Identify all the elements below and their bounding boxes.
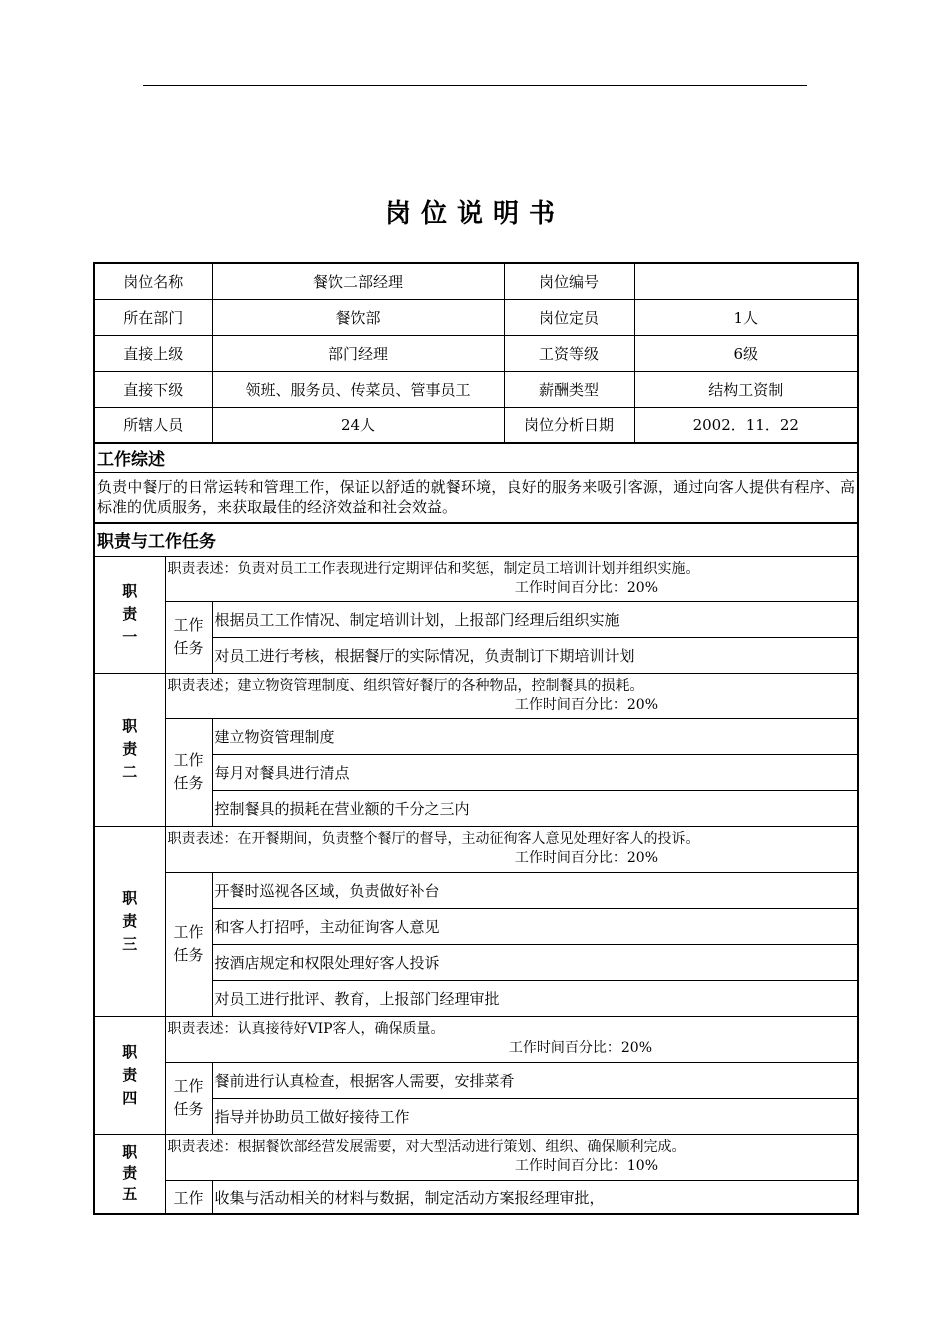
duty-label	[94, 673, 165, 826]
duty-statement	[165, 556, 858, 601]
task-item: 开餐时巡视各区域，负责做好补台	[212, 872, 858, 908]
superior-label: 直接上级	[94, 335, 212, 371]
duty-percent: 工作时间百分比：20%	[514, 579, 659, 596]
salary-grade-value: 6级	[634, 335, 858, 371]
summary-text: 负责中餐厅的日常运转和管理工作，保证以舒适的就餐环境，良好的服务来吸引客源，通过向客人提供有程序、高标准的优质服务，来获取最佳的经济效益和社会效益。	[94, 472, 858, 523]
task-item: 按酒店规定和权限处理好客人投诉	[212, 944, 858, 980]
duty-statement-text: 职责表述：认真接待好VIP客人，确保质量。	[167, 1021, 445, 1037]
duty-label-text: 职责五	[122, 1142, 138, 1203]
duty-label-text: 职责四	[122, 1042, 138, 1107]
position-code-label: 岗位编号	[504, 263, 634, 299]
duty-label-text: 职责一	[122, 582, 138, 646]
task-label	[165, 601, 212, 673]
task-item: 根据员工工作情况、制定培训计划，上报部门经理后组织实施	[212, 601, 858, 637]
position-name-value: 餐饮二部经理	[212, 263, 504, 299]
task-label-text: 工作任务	[173, 1077, 204, 1118]
duty-percent: 工作时间百分比：20%	[514, 696, 659, 713]
task-label	[165, 872, 212, 1016]
summary-heading: 工作综述	[94, 443, 858, 472]
task-item: 收集与活动相关的材料与数据，制定活动方案报经理审批，	[212, 1180, 858, 1214]
duty-statement	[165, 826, 858, 872]
task-item: 每月对餐具进行清点	[212, 754, 858, 790]
staff-count-label: 所辖人员	[94, 407, 212, 443]
subordinates-label: 直接下级	[94, 371, 212, 407]
task-label	[165, 718, 212, 826]
superior-value: 部门经理	[212, 335, 504, 371]
task-item: 控制餐具的损耗在营业额的千分之三内	[212, 790, 858, 826]
duty-label	[94, 1016, 165, 1134]
pay-type-value: 结构工资制	[634, 371, 858, 407]
department-label: 所在部门	[94, 299, 212, 335]
pay-type-label: 薪酬类型	[504, 371, 634, 407]
headcount-label: 岗位定员	[504, 299, 634, 335]
duty-percent: 工作时间百分比：20%	[508, 1040, 653, 1056]
duty-statement-text: 职责表述：负责对员工工作表现进行定期评估和奖惩，制定员工培训计划并组织实施。	[167, 560, 700, 577]
analysis-date-label: 岗位分析日期	[504, 407, 634, 443]
position-name-label: 岗位名称	[94, 263, 212, 299]
task-item: 和客人打招呼，主动征询客人意见	[212, 908, 858, 944]
task-item: 餐前进行认真检查，根据客人需要，安排菜肴	[212, 1062, 858, 1098]
staff-count-value: 24人	[212, 407, 504, 443]
duty-label	[94, 826, 165, 1016]
analysis-date-value: 2002．11．22	[634, 407, 858, 443]
duty-label	[94, 556, 165, 673]
task-label: 工作	[165, 1180, 212, 1214]
position-code-value	[634, 263, 858, 299]
duty-statement	[165, 1134, 858, 1180]
task-label	[165, 1062, 212, 1134]
header-rule	[143, 85, 807, 86]
duties-heading: 职责与工作任务	[94, 523, 858, 556]
task-label-text: 工作任务	[173, 751, 204, 792]
duty-statement-text: 职责表述：在开餐期间，负责整个餐厅的督导，主动征徇客人意见处理好客人的投诉。	[167, 831, 700, 847]
department-value: 餐饮部	[212, 299, 504, 335]
duty-statement	[165, 673, 858, 718]
duty-statement	[165, 1016, 858, 1062]
task-item: 对员工进行考核，根据餐厅的实际情况，负责制订下期培训计划	[212, 637, 858, 673]
duty-percent: 工作时间百分比：20%	[514, 850, 659, 866]
subordinates-value: 领班、服务员、传菜员、管事员工	[212, 371, 504, 407]
task-item: 建立物资管理制度	[212, 718, 858, 754]
duty-statement-text: 职责表述：根据餐饮部经营发展需要，对大型活动进行策划、组织、确保顺利完成。	[167, 1139, 686, 1155]
duty-percent: 工作时间百分比：10%	[514, 1158, 659, 1174]
task-item: 指导并协助员工做好接待工作	[212, 1098, 858, 1134]
task-label-text: 工作任务	[173, 923, 204, 964]
duty-label-text: 职责三	[122, 888, 138, 953]
salary-grade-label: 工资等级	[504, 335, 634, 371]
duty-label	[94, 1134, 165, 1214]
task-label-text: 工作任务	[173, 616, 204, 657]
duty-label-text: 职责二	[122, 717, 138, 781]
headcount-value: 1人	[634, 299, 858, 335]
task-item: 对员工进行批评、教育，上报部门经理审批	[212, 980, 858, 1016]
job-description-table	[93, 262, 859, 1215]
duty-statement-text: 职责表述；建立物资管理制度、组织管好餐厅的各种物品，控制餐具的损耗。	[167, 677, 644, 694]
page-title: 岗位说明书	[384, 199, 565, 229]
